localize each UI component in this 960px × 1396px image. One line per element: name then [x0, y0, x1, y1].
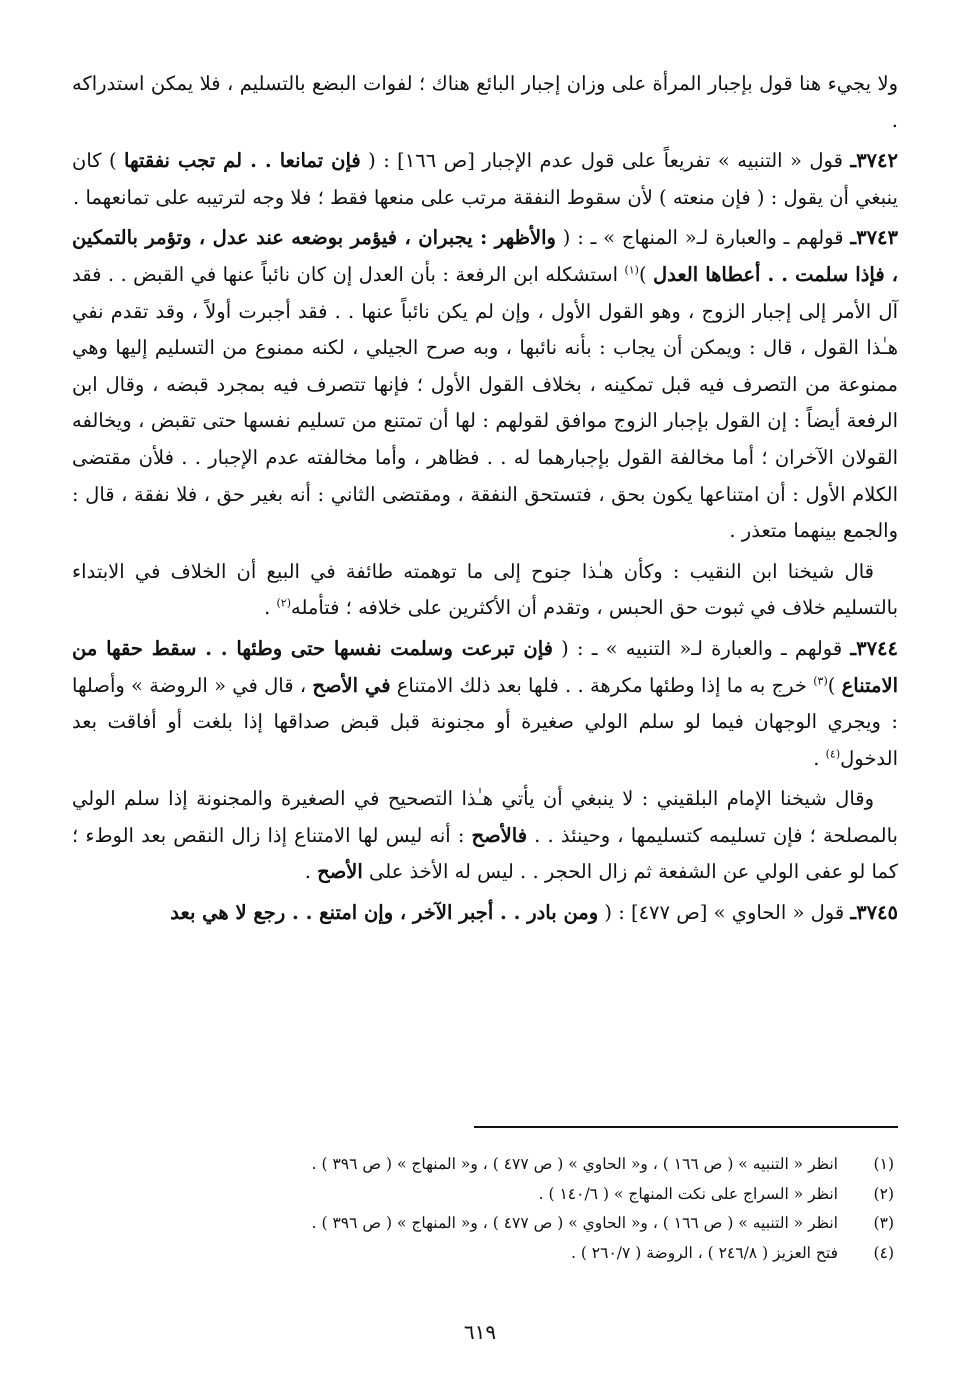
paragraph-3745	[72, 895, 898, 932]
bold-term: في الأصح	[312, 673, 391, 697]
paragraph-text: : أنه ليس لها الامتناع إذا زال النقص بعد الوطء ؛ كما لو عفى الولي عن الشفعة ثم زال الحجر . . ليس له الأخذ على	[72, 823, 898, 884]
paragraph-text: ، قال في « الروضة » وأصلها : ويجري الوجهان فيما لو سلم الولي صغيرة أو مجنونة قبل قبض صداقها إذا بلغت أو أفاقت بعد الدخول	[72, 673, 898, 770]
paragraph-text: قول « الحاوي » [ص ٤٧٧] : (	[598, 901, 851, 925]
footnote-divider	[474, 1126, 898, 1128]
footnote-number: (٢)	[873, 1184, 894, 1203]
footnote-1	[72, 1150, 894, 1180]
quoted-text: فإن تبرعت وسلمت نفسها حتى وطئها . . سقط حقها من الامتناع	[72, 636, 898, 697]
footnote-number: (٤)	[873, 1243, 894, 1262]
paragraph-text: )	[638, 262, 653, 286]
footnote-ref-1[interactable]: (١)	[624, 263, 639, 277]
paragraph-text: ولا يجيء هنا قول بإجبار المرأة على وزان إجبار البائع هناك ؛ لفوات البضع بالتسليم ، فلا يمكن استدراكه .	[72, 72, 898, 132]
paragraph-text: قال شيخنا ابن النقيب : وكأن هـٰذا جنوح إلى ما توهمته طائفة في البيع أن الخلاف في الابتداء بالتسليم خلاف في ثبوت حق الحبس ، وتقدم أن الأكثرين على خلافه ؛ فتأمله	[72, 559, 898, 620]
paragraph-text: .	[304, 860, 318, 884]
page-number: ٦١٩	[463, 1320, 497, 1344]
paragraph-bulqini	[72, 781, 898, 891]
footnote-number: (١)	[873, 1155, 894, 1173]
footnote-text: انظر « التنبيه » ( ص ١٦٦ ) ، و« الحاوي » ( ص ٤٧٧ ) ، و« المنهاج » ( ص ٣٩٦ ) .	[311, 1214, 838, 1232]
paragraph-text: .	[264, 596, 277, 620]
paragraph-text: قول « التنبيه » تفريعاً على قول عدم الإجبار [ص ١٦٦] : (	[360, 149, 851, 173]
paragraph-text: .	[813, 746, 826, 770]
entry-number: ٣٧٤٢ـ	[850, 149, 898, 173]
footnote-ref-2[interactable]: (٢)	[276, 596, 291, 610]
footnote-2	[72, 1180, 894, 1210]
paragraph-3742	[72, 143, 898, 216]
footnote-3	[72, 1209, 894, 1239]
bold-term: فالأصح	[471, 823, 528, 847]
quoted-text: فإن تمانعا . . لم تجب نفقتها	[124, 149, 361, 173]
paragraph-3744	[72, 631, 898, 777]
entry-number: ٣٧٤٣ـ	[850, 226, 898, 250]
paragraph-text: خرج به ما إذا وطئها مكرهة . . فلها بعد ذلك الامتناع	[390, 673, 814, 697]
paragraph-text: وقال شيخنا الإمام البلقيني : لا ينبغي أن يأتي هـٰذا التصحيح في الصغيرة والمجنونة إذا سلم الولي بالمصلحة ؛ فإن تسليمه كتسليمها ، وحينئذ . .	[72, 787, 898, 847]
footnote-ref-3[interactable]: (٣)	[813, 674, 828, 687]
paragraph-text: ) كان ينبغي أن يقول : ( فإن منعته ) لأن سقوط النفقة مرتب على منعها فقط ؛ فلا وجه لترتيبه على تمانعهما .	[72, 149, 898, 209]
footnote-text: انظر « السراج على نكت المنهاج » ( ١٤٠/٦ ) .	[538, 1184, 838, 1203]
bold-term: الأصح	[317, 860, 363, 884]
footnote-ref-4[interactable]: (٤)	[825, 747, 841, 761]
paragraph-ibn-naqib	[72, 554, 898, 627]
paragraph-text: قولهم ـ والعبارة لـ« المنهاج » ـ : (	[555, 226, 851, 250]
paragraph-text: استشكله ابن الرفعة : بأن العدل إن كان نائباً عنها في القبض . . فقد آل الأمر إلى إجبار الزوج ، وهو القول الأول ، وإن لم يكن نائباً عنها . . فقد أجبرت أولاً ، وقد تقدم نفي هـٰذا القول ، قال : ويمكن أن يجاب : بأنه نائبها ، وبه صرح الجيلي ، لكنه ممنوع من التسليم إليها وهي ممنوعة من التصرف فيه قبل تمكينه ، بخلاف القول الأول ؛ فإنها تتصرف فيه بمجرد قبضه ، وقال ابن الرفعة أيضاً : إن القول بإجبار الزوج موافق لقولهم : لها أن تمتنع من تسليم نفسها حتى تقبض ، ويخالفه القولان الآخران ؛ أما مخالفة القول بإجبارهما له . . فظاهر ، وأما مخالفته عدم الإجبار . . فلأن مقتضى الكلام الأول : أن امتناعها يكون بحق ، فتستحق النفقة ، ومقتضى الثاني : أنه بغير حق ، فلا نفقة ، قال : والجمع بينهما متعذر .	[72, 262, 898, 543]
paragraph-text: )	[827, 673, 842, 697]
paragraph-3743	[72, 220, 898, 549]
paragraph-text: قولهم ـ والعبارة لـ« التنبيه » ـ : (	[552, 636, 851, 660]
entry-number: ٣٧٤٥ـ	[850, 901, 898, 925]
paragraph-continuation	[72, 66, 898, 139]
footnote-4	[72, 1239, 894, 1269]
footnotes	[72, 1150, 894, 1268]
footnote-number: (٣)	[873, 1214, 894, 1232]
footnote-text: انظر « التنبيه » ( ص ١٦٦ ) ، و« الحاوي » ( ص ٤٧٧ ) ، و« المنهاج » ( ص ٣٩٦ ) .	[311, 1155, 838, 1173]
footnote-text: فتح العزيز ( ٢٤٦/٨ ) ، الروضة ( ٢٦٠/٧ ) .	[570, 1243, 838, 1262]
quoted-text: ومن بادر . . أجبر الآخر ، وإن امتنع . . رجع لا هي بعد	[170, 901, 599, 925]
entry-number: ٣٧٤٤ـ	[850, 636, 898, 660]
quoted-text: والأظهر : يجبران ، فيؤمر بوضعه عند عدل ، وتؤمر بالتمكين ، فإذا سلمت . . أعطاها العدل	[72, 226, 898, 286]
